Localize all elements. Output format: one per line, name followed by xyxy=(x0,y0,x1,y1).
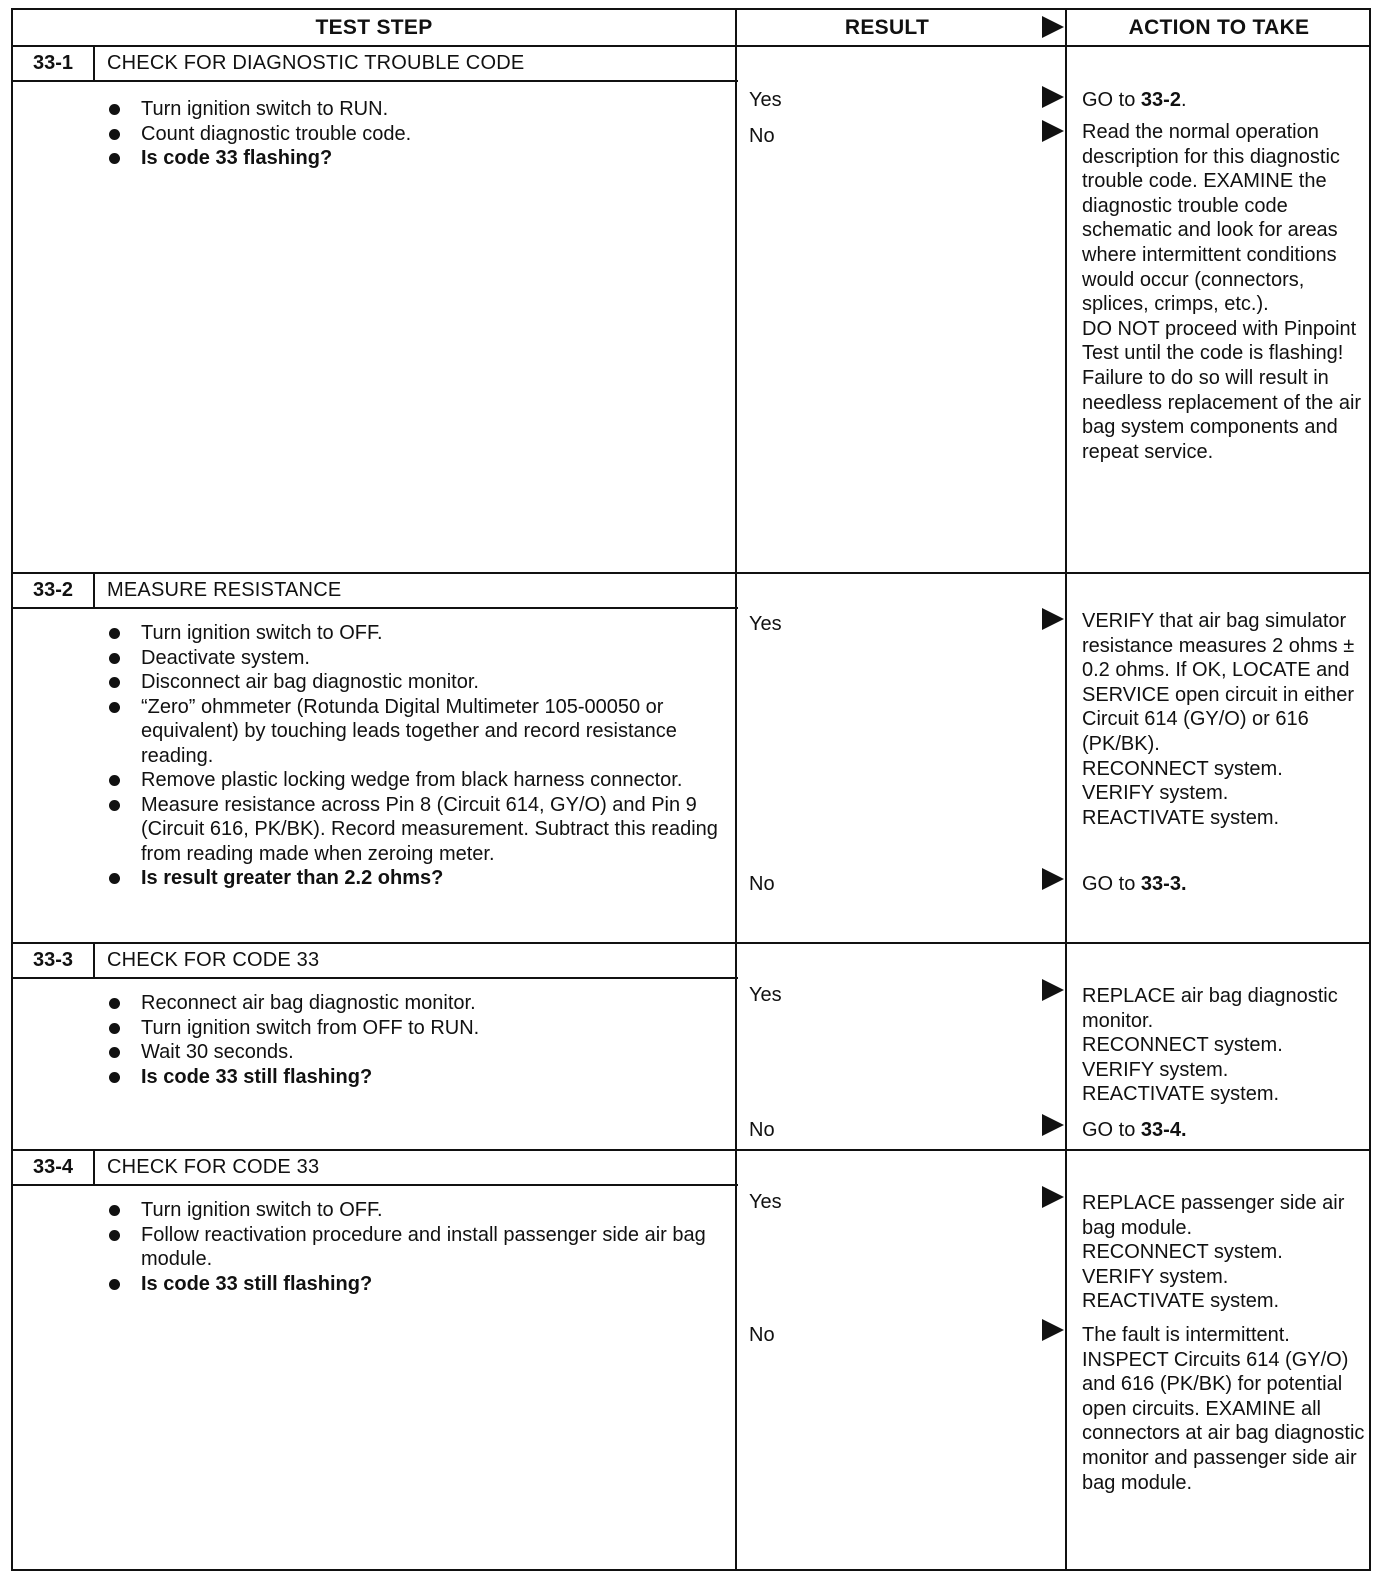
result-arrow-icon xyxy=(1042,1319,1064,1341)
result-arrow-icon xyxy=(1042,86,1064,108)
bullet-icon xyxy=(109,129,120,140)
result-label-no: No xyxy=(749,873,775,895)
result-arrow-icon xyxy=(1042,120,1064,142)
step-reference: 33-2 xyxy=(1140,89,1181,111)
result-label-no: No xyxy=(749,1119,775,1141)
header-arrow-icon xyxy=(1042,16,1064,38)
action-text: GO to 33-2. xyxy=(1082,89,1187,111)
action-text: GO to 33-3. xyxy=(1082,873,1187,895)
step-reference: 33-3 xyxy=(1140,873,1181,895)
instruction-item: Count diagnostic trouble code. xyxy=(101,122,731,147)
result-arrow-icon xyxy=(1042,1186,1064,1208)
result-label-yes: Yes xyxy=(749,1191,782,1213)
bullet-icon xyxy=(109,1230,120,1241)
step-instructions xyxy=(101,1198,731,1296)
header-result: RESULT xyxy=(844,16,930,39)
instruction-item: Disconnect air bag diagnostic monitor. xyxy=(101,670,731,695)
test-step-33-3 xyxy=(13,944,738,1149)
bullet-icon xyxy=(109,628,120,639)
instruction-question: Is code 33 still flashing? xyxy=(101,1065,731,1090)
step-title: CHECK FOR DIAGNOSTIC TROUBLE CODE xyxy=(107,52,525,74)
instruction-item: Turn ignition switch to OFF. xyxy=(101,621,731,646)
step-title: MEASURE RESISTANCE xyxy=(107,579,342,601)
step-header xyxy=(13,944,738,979)
result-arrow-icon xyxy=(1042,1114,1064,1136)
bullet-icon xyxy=(109,873,120,884)
action-text: Read the normal operation description for this diagnostic trouble code. EXAMINE the diagnostic trouble code schematic and look for areas where intermittent conditions would occur (connectors, splices, crimps, etc.). DO NOT proceed with Pinpoint Test until the code is flashing! Failure to do so will result in needless replacement of the air bag system components and repeat service. xyxy=(1082,121,1362,463)
result-arrow-icon xyxy=(1042,868,1064,890)
bullet-icon xyxy=(109,153,120,164)
header-action: ACTION TO TAKE xyxy=(1128,16,1310,39)
step-title: CHECK FOR CODE 33 xyxy=(107,1156,320,1178)
step-header xyxy=(13,574,738,609)
step-instructions xyxy=(101,621,731,891)
instruction-item: Remove plastic locking wedge from black harness connector. xyxy=(101,768,731,793)
bullet-icon xyxy=(109,775,120,786)
bullet-icon xyxy=(109,677,120,688)
bullet-icon xyxy=(109,1279,120,1290)
result-label-no: No xyxy=(749,1324,775,1346)
column-divider-action xyxy=(1065,10,1067,1569)
step-header xyxy=(13,47,738,82)
step-instructions xyxy=(101,991,731,1089)
instruction-item: Deactivate system. xyxy=(101,646,731,671)
step-number: 33-3 xyxy=(13,944,95,977)
step-reference: 33-4 xyxy=(1140,1119,1181,1141)
bullet-icon xyxy=(109,1047,120,1058)
result-label-no: No xyxy=(749,125,775,147)
step-header xyxy=(13,1151,738,1186)
test-step-33-1 xyxy=(13,47,738,572)
step-number: 33-2 xyxy=(13,574,95,607)
instruction-item: Measure resistance across Pin 8 (Circuit 614, GY/O) and Pin 9 (Circuit 616, PK/BK). Record measurement. Subtract this reading from reading made when zeroing meter. xyxy=(101,793,731,867)
step-instructions xyxy=(101,97,731,171)
instruction-item: Turn ignition switch to RUN. xyxy=(101,97,731,122)
step-number: 33-4 xyxy=(13,1151,95,1184)
action-text: REPLACE air bag diagnostic monitor. RECONNECT system. VERIFY system. REACTIVATE system. xyxy=(1082,985,1338,1106)
action-text: The fault is intermittent. INSPECT Circuits 614 (GY/O) and 616 (PK/BK) for potential open circuits. EXAMINE all connectors at air bag diagnostic monitor and passenger side air bag module. xyxy=(1082,1324,1365,1494)
header-test-step: TEST STEP xyxy=(315,16,433,39)
bullet-icon xyxy=(109,1072,120,1083)
bullet-icon xyxy=(109,702,120,713)
instruction-item: Turn ignition switch from OFF to RUN. xyxy=(101,1016,731,1041)
instruction-question: Is code 33 still flashing? xyxy=(101,1272,731,1297)
bullet-icon xyxy=(109,1205,120,1216)
instruction-item: Turn ignition switch to OFF. xyxy=(101,1198,731,1223)
diagnostic-test-table xyxy=(11,8,1371,1571)
result-arrow-icon xyxy=(1042,979,1064,1001)
bullet-icon xyxy=(109,104,120,115)
step-title: CHECK FOR CODE 33 xyxy=(107,949,320,971)
test-step-33-2 xyxy=(13,574,738,942)
instruction-item: Reconnect air bag diagnostic monitor. xyxy=(101,991,731,1016)
bullet-icon xyxy=(109,998,120,1009)
instruction-item: Follow reactivation procedure and install passenger side air bag module. xyxy=(101,1223,731,1272)
result-label-yes: Yes xyxy=(749,89,782,111)
result-arrow-icon xyxy=(1042,608,1064,630)
bullet-icon xyxy=(109,1023,120,1034)
result-label-yes: Yes xyxy=(749,613,782,635)
bullet-icon xyxy=(109,800,120,811)
instruction-question: Is code 33 flashing? xyxy=(101,146,731,171)
action-text: REPLACE passenger side air bag module. RECONNECT system. VERIFY system. REACTIVATE system. xyxy=(1082,1192,1345,1313)
result-label-yes: Yes xyxy=(749,984,782,1006)
instruction-item: “Zero” ohmmeter (Rotunda Digital Multimeter 105-00050 or equivalent) by touching leads together and record resistance reading. xyxy=(101,695,731,769)
action-text: VERIFY that air bag simulator resistance measures 2 ohms ± 0.2 ohms. If OK, LOCATE and SERVICE open circuit in either Circuit 614 (GY/O) or 616 (PK/BK). RECONNECT system. VERIFY system. REACTIVATE system. xyxy=(1082,610,1355,829)
action-text: GO to 33-4. xyxy=(1082,1119,1187,1141)
instruction-question: Is result greater than 2.2 ohms? xyxy=(101,866,731,891)
bullet-icon xyxy=(109,653,120,664)
instruction-item: Wait 30 seconds. xyxy=(101,1040,731,1065)
step-number: 33-1 xyxy=(13,47,95,80)
test-step-33-4 xyxy=(13,1151,738,1571)
